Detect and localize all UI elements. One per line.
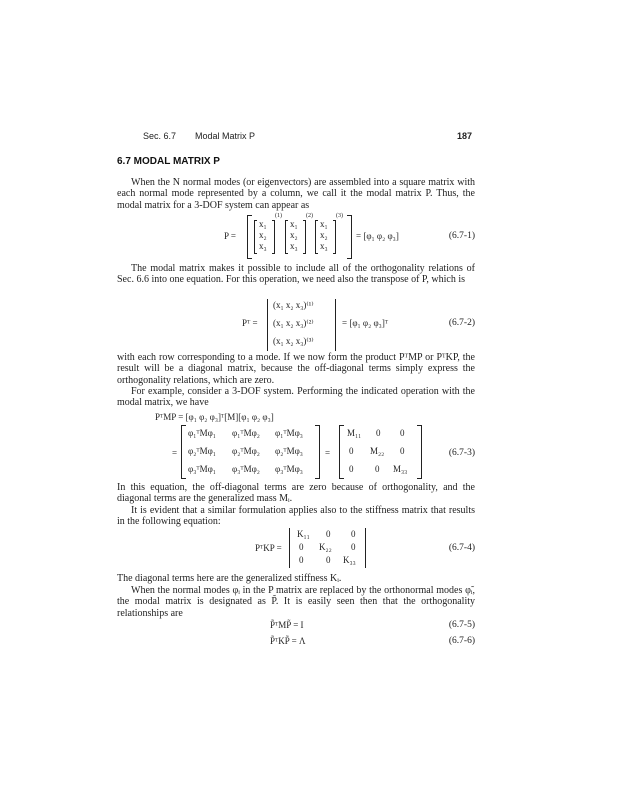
eq4-d23: 0 xyxy=(351,542,356,552)
equation-6-7-4 xyxy=(117,528,475,568)
eq6-text: P̃ᵀKP̃ = Λ xyxy=(270,636,306,646)
eq1-lhs: P = xyxy=(224,231,236,241)
eq3-line1: PᵀMP = [φ₁ φ₂ φ₃]ᵀ[M][φ₁ φ₂ φ₃] xyxy=(155,412,274,422)
eq1-col3-r2: x₂ xyxy=(320,230,328,240)
eq4-d11: K₁₁ xyxy=(297,529,310,539)
eq1-col1-brace-right xyxy=(272,220,275,254)
eq3-m12: φ₁ᵀMφ₂ xyxy=(232,428,260,438)
eq1-col1-r3: x₃ xyxy=(259,241,267,251)
eq3-equals-1: = xyxy=(172,448,178,458)
paragraph-5: In this equation, the off-diagonal terms are zero because of orthogonality, and the diagonal terms are the generalized mass Mᵢ. xyxy=(117,482,475,505)
eq1-sup1: (1) xyxy=(275,213,282,219)
equation-6-7-3 xyxy=(117,412,475,478)
eq3-d11: M₁₁ xyxy=(347,428,362,438)
eq4-d22: K₂₂ xyxy=(319,542,332,552)
eq4-d13: 0 xyxy=(351,529,356,539)
eq2-row3: (x₁ x₂ x₃)⁽³⁾ xyxy=(273,336,314,346)
equation-6-7-6 xyxy=(117,636,475,650)
equation-6-7-2 xyxy=(117,297,475,353)
eq2-number: (6.7-2) xyxy=(448,318,475,328)
eq1-rhs: = [φ₁ φ₂ φ₃] xyxy=(356,231,399,241)
eq2-lhs: Pᵀ = xyxy=(242,318,258,328)
eq3-m33: φ₃ᵀMφ₃ xyxy=(275,464,303,474)
eq1-col2-brace-right xyxy=(303,220,306,254)
eq3-m31: φ₃ᵀMφ₁ xyxy=(188,464,216,474)
eq3-d13: 0 xyxy=(400,428,405,438)
eq3-d21: 0 xyxy=(349,446,354,456)
eq2-row1: (x₁ x₂ x₃)⁽¹⁾ xyxy=(273,300,314,310)
eq1-col3-r1: x₁ xyxy=(320,219,328,229)
eq3-d33: M₃₃ xyxy=(393,464,408,474)
eq1-sup2: (2) xyxy=(306,213,313,219)
paragraph-7: The diagonal terms here are the generalized stiffness Kᵢ. xyxy=(117,573,342,584)
eq3-m11: φ₁ᵀMφ₁ xyxy=(188,428,216,438)
eq1-col2-r2: x₂ xyxy=(290,230,298,240)
eq1-col2-brace-left xyxy=(285,220,288,254)
eq3-d31: 0 xyxy=(349,464,354,474)
eq3-matrix-bracket-left xyxy=(181,425,186,479)
eq4-d32: 0 xyxy=(326,555,331,565)
paragraph-4: For example, consider a 3-DOF system. Performing the indicated operation with the modal matrix, we have xyxy=(117,386,475,409)
eq3-m21: φ₂ᵀMφ₁ xyxy=(188,446,216,456)
eq1-col1-r1: x₁ xyxy=(259,219,267,229)
page-number: 187 xyxy=(457,131,473,141)
eq2-bar-right xyxy=(335,299,336,351)
eq3-d22: M₂₂ xyxy=(370,446,385,456)
eq1-col2-r3: x₃ xyxy=(290,241,298,251)
eq5-text: P̃ᵀMP̃ = I xyxy=(270,620,304,630)
eq1-col3-brace-left xyxy=(315,220,318,254)
eq1-outer-bracket-left xyxy=(247,215,252,259)
eq2-row2: (x₁ x₂ x₃)⁽²⁾ xyxy=(273,318,314,328)
eq1-col3-r3: x₃ xyxy=(320,241,328,251)
eq4-number: (6.7-4) xyxy=(448,543,475,553)
eq3-m32: φ₃ᵀMφ₂ xyxy=(232,464,260,474)
eq4-d33: K₃₃ xyxy=(343,555,356,565)
eq3-d32: 0 xyxy=(375,464,380,474)
eq3-m13: φ₁ᵀMφ₃ xyxy=(275,428,303,438)
eq1-number: (6.7-1) xyxy=(448,231,475,241)
eq3-d12: 0 xyxy=(376,428,381,438)
paragraph-1: When the N normal modes (or eigenvectors) are assembled into a square matrix with each normal mode represented by a column, we call it the modal matrix P. Thus, the modal matrix for a 3-DOF system can appear as xyxy=(117,177,475,211)
eq1-col1-r2: x₂ xyxy=(259,230,267,240)
eq3-d23: 0 xyxy=(400,446,405,456)
equation-6-7-1 xyxy=(117,213,475,261)
eq3-equals-2: = xyxy=(325,448,331,458)
section-heading: 6.7 MODAL MATRIX P xyxy=(117,156,220,167)
eq3-diag-bracket-right xyxy=(417,425,422,479)
eq3-m22: φ₂ᵀMφ₂ xyxy=(232,446,260,456)
running-header-title: Modal Matrix P xyxy=(195,131,256,141)
eq5-number: (6.7-5) xyxy=(448,620,475,630)
paragraph-8: When the normal modes φᵢ in the P matrix are replaced by the orthonormal modes φ̃ᵢ, the modal matrix is designated as P̃. It is easily seen then that the orthogonality relationships are xyxy=(117,585,475,619)
eq1-col1-brace-left xyxy=(254,220,257,254)
eq1-sup3: (3) xyxy=(336,213,343,219)
running-header-section: Sec. 6.7 xyxy=(143,131,177,141)
eq1-col2-r1: x₁ xyxy=(290,219,298,229)
eq3-m23: φ₂ᵀMφ₃ xyxy=(275,446,303,456)
eq4-lhs: PᵀKP = xyxy=(255,543,282,553)
eq6-number: (6.7-6) xyxy=(448,636,475,646)
paragraph-3: with each row corresponding to a mode. If we now form the product PᵀMP or PᵀKP, the result will be a diagonal matrix, because the off-diagonal terms simply express the orthogonality relations, which are zero. xyxy=(117,352,475,386)
equation-6-7-5 xyxy=(117,620,475,634)
eq1-col3-brace-right xyxy=(333,220,336,254)
eq2-bar-left xyxy=(267,299,268,351)
paragraph-2: The modal matrix makes it possible to include all of the orthogonality relations of Sec. 6.6 into one equation. For this operation, we need also the transpose of P, which is xyxy=(117,263,475,286)
eq1-outer-bracket-right xyxy=(347,215,352,259)
eq3-number: (6.7-3) xyxy=(448,448,475,458)
eq3-diag-bracket-left xyxy=(339,425,344,479)
eq3-matrix-bracket-right xyxy=(315,425,320,479)
eq4-d12: 0 xyxy=(326,529,331,539)
eq4-bar-right xyxy=(365,528,366,568)
eq4-d31: 0 xyxy=(299,555,304,565)
eq4-bar-left xyxy=(289,528,290,568)
paragraph-6: It is evident that a similar formulation applies also to the stiffness matrix that results in the following equation: xyxy=(117,505,475,528)
eq2-rhs: = [φ₁ φ₂ φ₃]ᵀ xyxy=(342,318,389,328)
eq4-d21: 0 xyxy=(299,542,304,552)
